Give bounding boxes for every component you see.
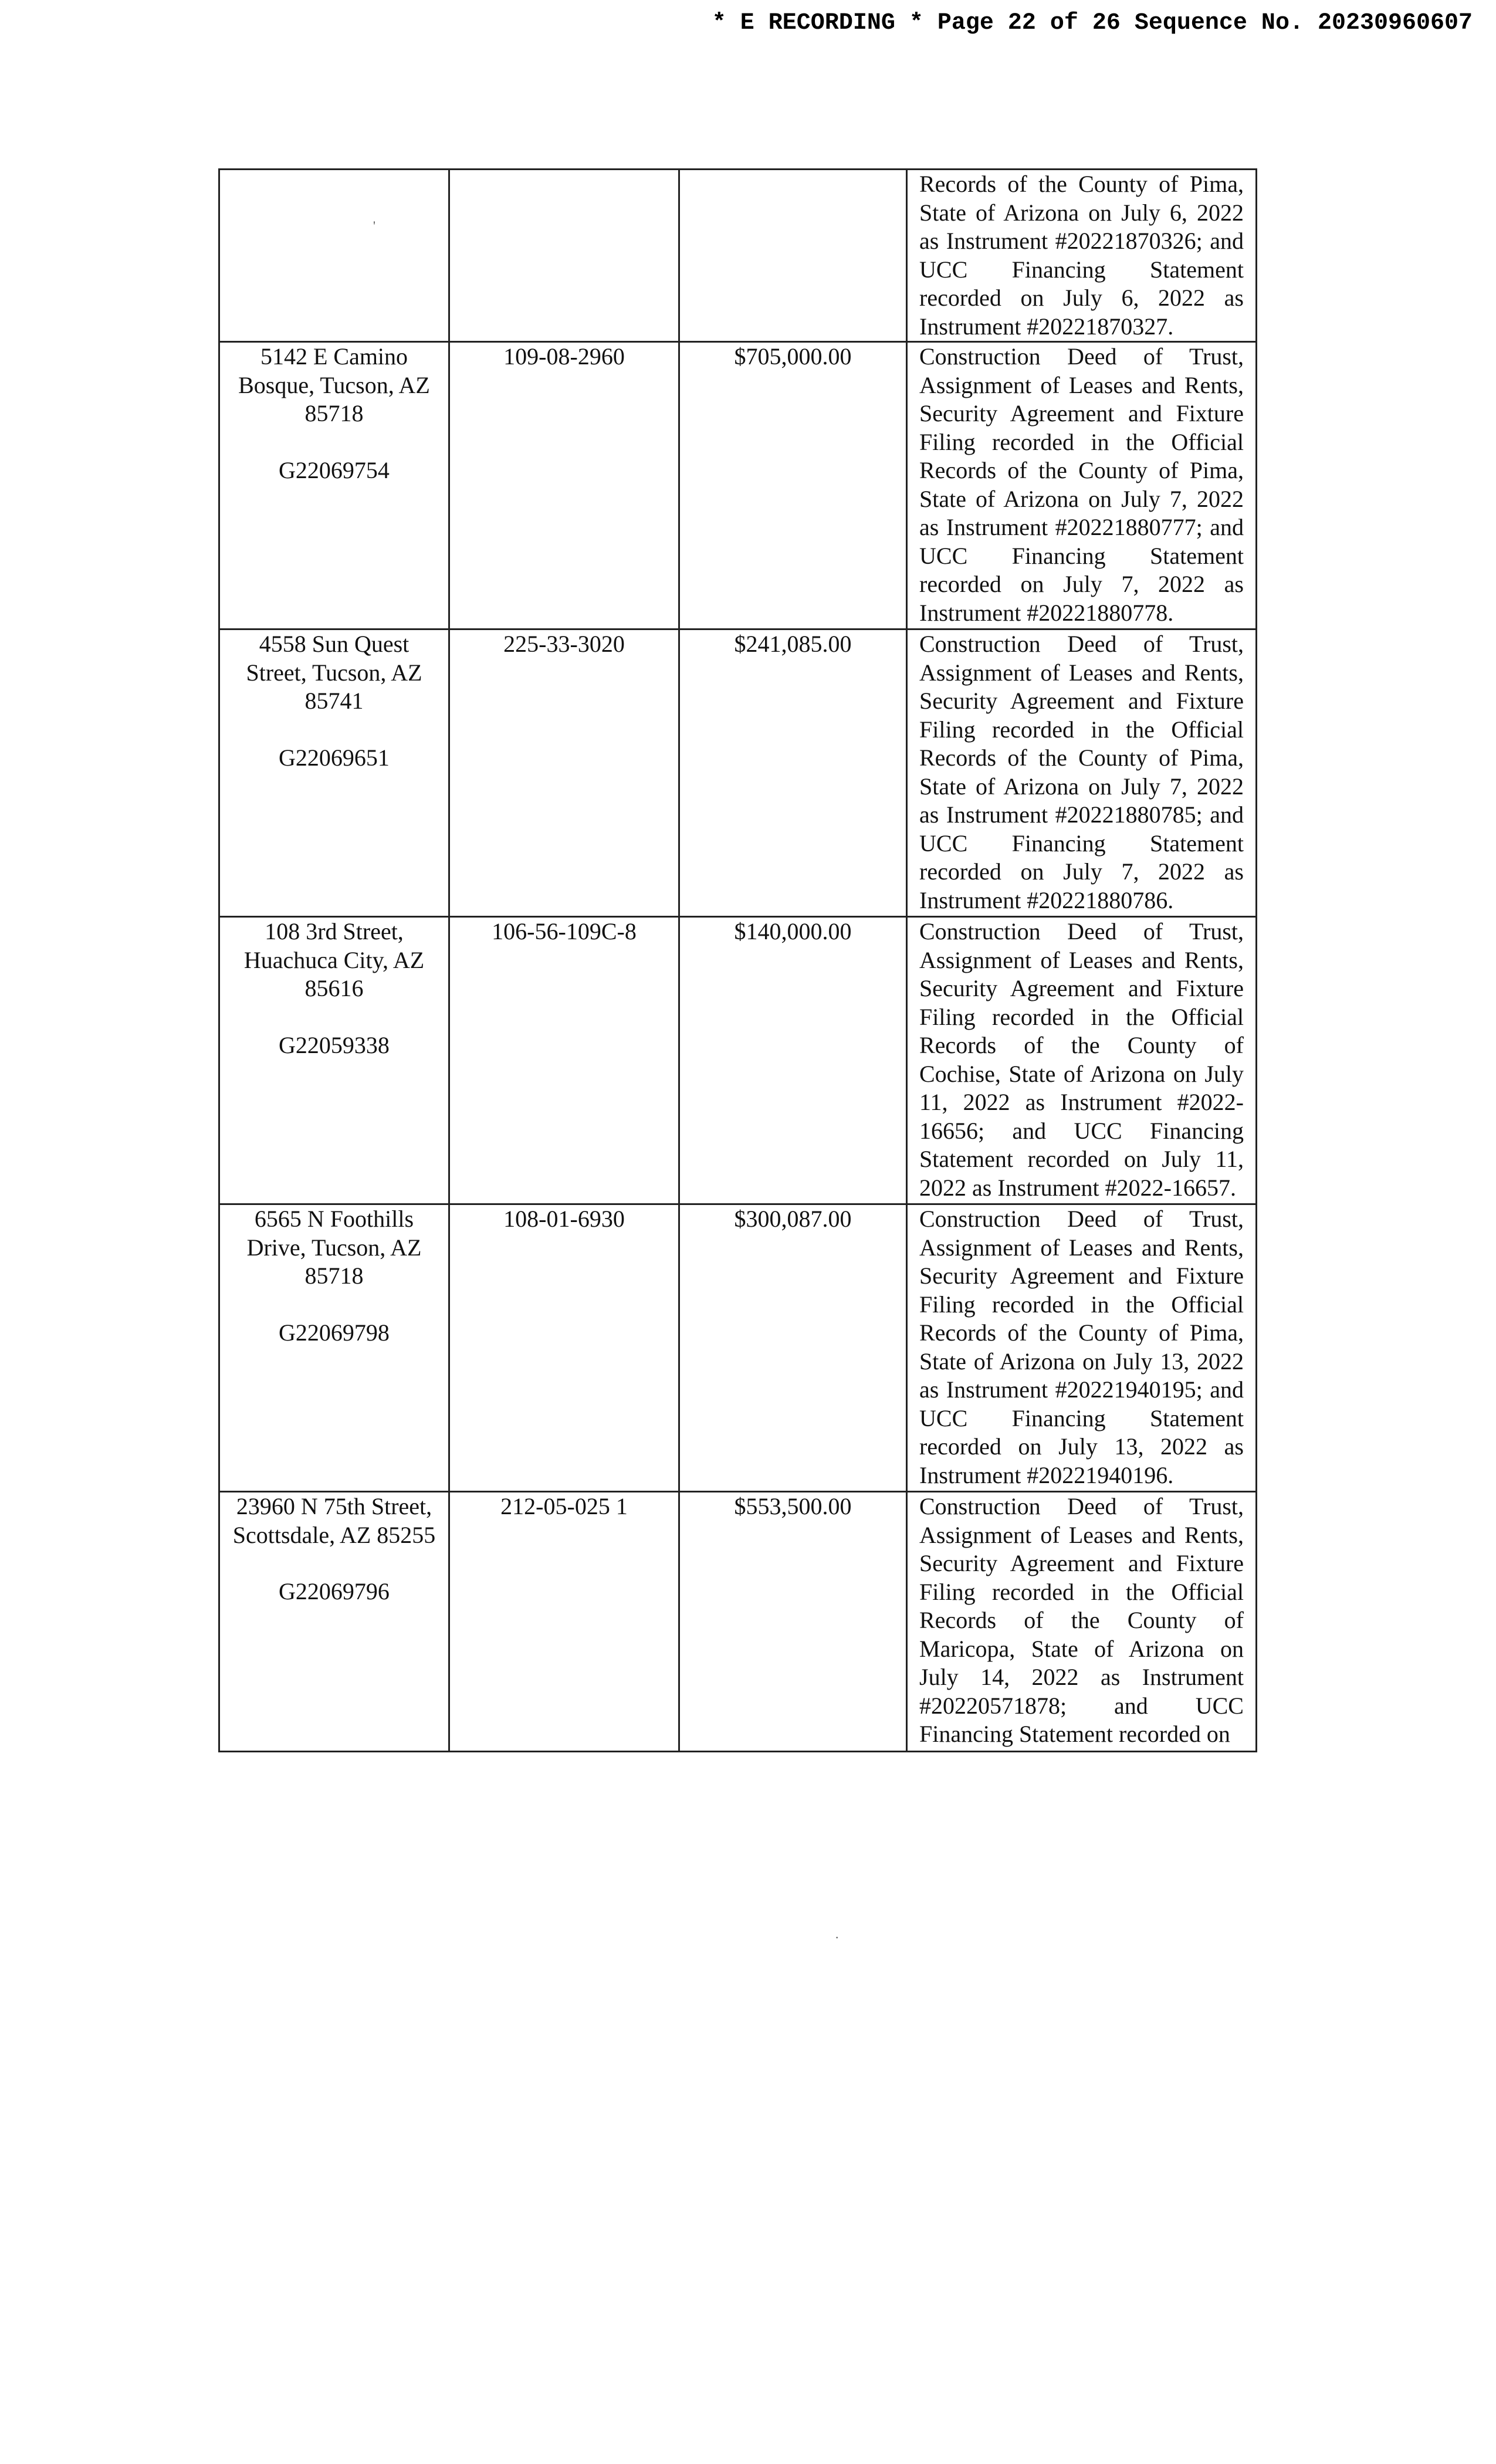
address-cell <box>219 170 449 342</box>
property-address: 5142 E Camino Bosque, Tucson, AZ 85718 <box>238 343 430 427</box>
recording-description: Records of the County of Pima, State of Arizona on July 6, 2022 as Instrument #20221870326; and UCC Financing Statement recorded on July 6, 2022 as Instrument #20221870327. <box>919 171 1244 340</box>
recording-description: Construction Deed of Trust, Assignment of Leases and Rents, Security Agreement and Fixture Filing recorded in the Official Records of the County of Pima, State of Arizona on July 7, 2022 as Instrument #20221880785; and UCC Financing Statement recorded on July 7, 2022 as Instrument #20221880786. <box>919 631 1244 913</box>
address-cell <box>219 917 449 1204</box>
parcel-cell: 225-33-3020 <box>449 629 679 917</box>
table-row <box>219 1204 1257 1492</box>
table-row <box>219 342 1257 629</box>
description-cell <box>907 917 1257 1204</box>
amount-cell: $300,087.00 <box>679 1204 907 1492</box>
table-row <box>219 1492 1257 1752</box>
amount-cell: $241,085.00 <box>679 629 907 917</box>
order-number: G22059338 <box>279 1031 390 1058</box>
description-cell <box>907 342 1257 629</box>
order-number: G22069796 <box>279 1578 390 1605</box>
recording-description: Construction Deed of Trust, Assignment of Leases and Rents, Security Agreement and Fixture Filing recorded in the Official Records of the County of Maricopa, State of Arizona on July 14, 2022 as Instrument #20220571878; and UCC Financing Statement recorded on <box>919 1493 1244 1747</box>
property-records-table <box>218 168 1257 1752</box>
parcel-cell <box>449 170 679 342</box>
amount-cell <box>679 170 907 342</box>
order-number: G22069754 <box>279 456 390 483</box>
recording-description: Construction Deed of Trust, Assignment of Leases and Rents, Security Agreement and Fixture Filing recorded in the Official Records of the County of Cochise, State of Arizona on July 11, 2022 as Instrument #2022-16656; and UCC Financing Statement recorded on July 11, 2022 as Instrument #2022-16657. <box>919 918 1244 1201</box>
scan-speck: · <box>835 1930 840 1945</box>
description-cell <box>907 629 1257 917</box>
parcel-cell: 109-08-2960 <box>449 342 679 629</box>
table-row <box>219 170 1257 342</box>
address-cell <box>219 1492 449 1752</box>
recording-description: Construction Deed of Trust, Assignment of Leases and Rents, Security Agreement and Fixture Filing recorded in the Official Records of the County of Pima, State of Arizona on July 7, 2022 as Instrument #20221880777; and UCC Financing Statement recorded on July 7, 2022 as Instrument #20221880778. <box>919 343 1244 626</box>
parcel-cell: 106-56-109C-8 <box>449 917 679 1204</box>
property-address: 108 3rd Street, Huachuca City, AZ 85616 <box>243 918 425 1001</box>
property-address: 6565 N Foothills Drive, Tucson, AZ 85718 <box>246 1206 422 1289</box>
description-cell <box>907 170 1257 342</box>
property-address: 23960 N 75th Street, Scottsdale, AZ 85255 <box>232 1493 436 1548</box>
address-cell <box>219 342 449 629</box>
address-cell <box>219 1204 449 1492</box>
order-number: G22069651 <box>279 744 390 771</box>
order-number: G22069798 <box>279 1319 390 1346</box>
amount-cell: $553,500.00 <box>679 1492 907 1752</box>
scan-speck: ' <box>373 218 375 233</box>
parcel-cell: 212-05-025 1 <box>449 1492 679 1752</box>
parcel-cell: 108-01-6930 <box>449 1204 679 1492</box>
table-row <box>219 917 1257 1204</box>
description-cell <box>907 1492 1257 1752</box>
recording-header: * E RECORDING * Page 22 of 26 Sequence No. 20230960607 <box>712 10 1473 36</box>
address-cell <box>219 629 449 917</box>
amount-cell: $140,000.00 <box>679 917 907 1204</box>
amount-cell: $705,000.00 <box>679 342 907 629</box>
recording-description: Construction Deed of Trust, Assignment of Leases and Rents, Security Agreement and Fixture Filing recorded in the Official Records of the County of Pima, State of Arizona on July 13, 2022 as Instrument #20221940195; and UCC Financing Statement recorded on July 13, 2022 as Instrument #20221940196. <box>919 1206 1244 1488</box>
description-cell <box>907 1204 1257 1492</box>
property-address: 4558 Sun Quest Street, Tucson, AZ 85741 <box>246 631 422 714</box>
table-row <box>219 629 1257 917</box>
